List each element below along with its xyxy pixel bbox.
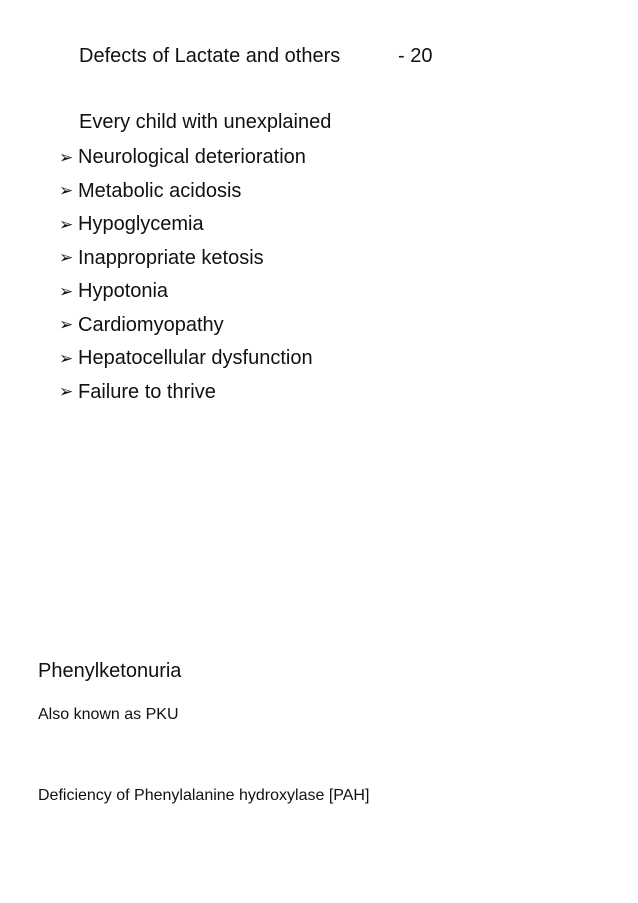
list-item	[59, 376, 313, 410]
arrow-bullet-icon: ➢	[59, 382, 74, 402]
list-item-label: Cardiomyopathy	[78, 313, 224, 336]
arrow-bullet-icon: ➢	[59, 147, 74, 167]
intro-text: Every child with unexplained	[79, 111, 332, 133]
deficiency-text: Deficiency of Phenylalanine hydroxylase [PAH]	[38, 787, 370, 804]
list-item-label: Hepatocellular dysfunction	[78, 347, 313, 370]
arrow-bullet-icon: ➢	[59, 315, 74, 335]
arrow-bullet-icon: ➢	[59, 281, 74, 301]
arrow-bullet-icon: ➢	[59, 214, 74, 234]
page-title: Phenylketonuria	[38, 660, 182, 682]
list-item	[59, 208, 313, 242]
section-heading: Defects of Lactate and others	[79, 45, 341, 67]
arrow-bullet-icon: ➢	[59, 248, 74, 268]
list-item	[59, 309, 313, 343]
list-item	[59, 342, 313, 376]
list-item	[59, 242, 313, 276]
list-item-label: Inappropriate ketosis	[78, 246, 264, 269]
list-item-label: Hypotonia	[78, 280, 169, 303]
list-item	[59, 275, 313, 309]
list-item-label: Neurological deterioration	[78, 146, 306, 169]
list-item-label: Hypoglycemia	[78, 213, 204, 236]
list-item-label: Failure to thrive	[78, 380, 216, 403]
list-item-label: Metabolic acidosis	[78, 179, 242, 202]
list-item	[59, 175, 313, 209]
arrow-bullet-icon: ➢	[59, 181, 74, 201]
arrow-bullet-icon: ➢	[59, 348, 74, 368]
symptom-list	[59, 141, 313, 409]
list-item	[59, 141, 313, 175]
alias-text: Also known as PKU	[38, 706, 179, 723]
section-number: - 20	[398, 45, 433, 67]
